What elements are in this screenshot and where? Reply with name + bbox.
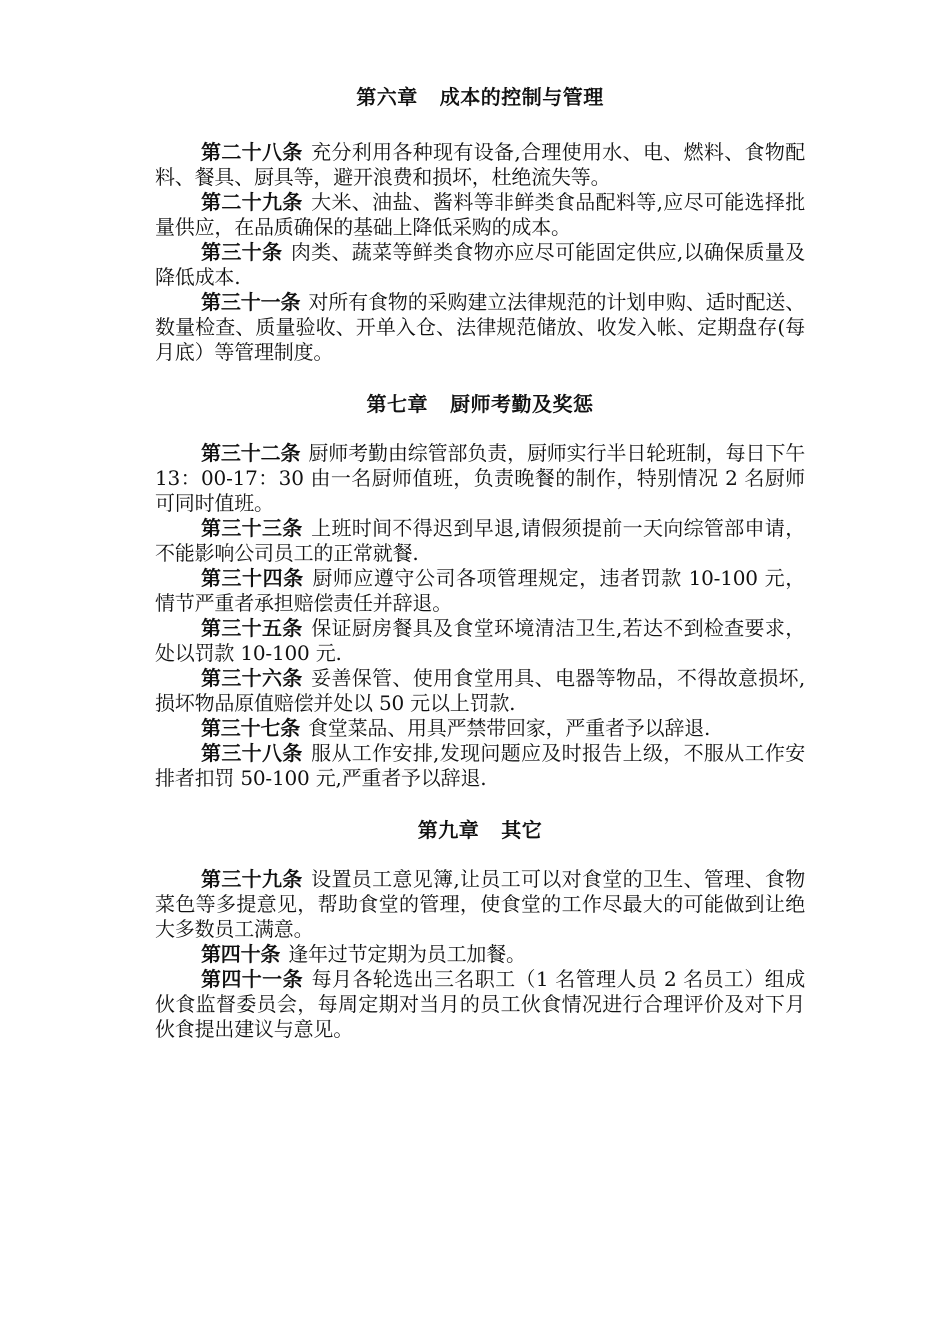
chapter-number: 第六章 — [356, 85, 418, 109]
article-text: 大米、油盐、酱料等非鲜类食品配料等,应尽可能选择批量供应，在品质确保的基础上降低采购的成本。 — [155, 190, 806, 239]
chapter-articles — [155, 441, 805, 791]
article — [155, 140, 805, 190]
article-label: 第二十八条 — [201, 140, 303, 164]
article — [155, 566, 805, 616]
article-label: 第二十九条 — [201, 190, 303, 214]
article-text: 充分利用各种现有设备,合理使用水、电、燃料、食物配料、餐具、厨具等，避开浪费和损坏，杜绝流失等。 — [155, 140, 806, 189]
article — [155, 666, 805, 716]
document-page — [155, 78, 805, 1042]
article-text: 服从工作安排,发现问题应及时报告上级，不服从工作安排者扣罚 50-100 元,严重者予以辞退. — [155, 741, 806, 790]
article-text: 每月各轮选出三名职工（1 名管理人员 2 名员工）组成伙食监督委员会，每周定期对当月的员工伙食情况进行合理评价及对下月伙食提出建议与意见。 — [155, 967, 806, 1041]
chapter-articles — [155, 140, 805, 365]
article — [155, 290, 805, 365]
article-text: 肉类、蔬菜等鲜类食物亦应尽可能固定供应,以确保质量及降低成本. — [155, 240, 805, 289]
article-text: 上班时间不得迟到早退,请假须提前一天向综管部申请，不能影响公司员工的正常就餐. — [155, 516, 806, 565]
article-label: 第三十三条 — [201, 516, 303, 540]
article-label: 第四十条 — [201, 942, 281, 966]
chapter-number: 第九章 — [417, 818, 480, 842]
article-text: 妥善保管、使用食堂用具、电器等物品，不得故意损坏,损坏物品原值赔偿并处以 50 元以上罚款. — [155, 666, 806, 715]
article — [155, 741, 805, 791]
article — [155, 616, 805, 666]
chapter-heading — [155, 815, 805, 845]
article — [155, 867, 805, 942]
article-label: 第三十条 — [201, 240, 283, 264]
article-text: 厨师应遵守公司各项管理规定，违者罚款 10-100 元，情节严重者承担赔偿责任并辞退。 — [155, 566, 806, 615]
chapter-title: 成本的控制与管理 — [439, 85, 604, 109]
article-label: 第三十六条 — [201, 666, 303, 690]
article — [155, 716, 805, 741]
article-label: 第三十九条 — [201, 867, 303, 891]
article — [155, 441, 805, 516]
chapter-articles — [155, 867, 805, 1042]
article — [155, 516, 805, 566]
article-text: 设置员工意见簿,让员工可以对食堂的卫生、管理、食物菜色等多提意见，帮助食堂的管理，使食堂的工作尽最大的可能做到让绝大多数员工满意。 — [155, 867, 806, 941]
article-label: 第三十七条 — [201, 716, 300, 740]
article-label: 第三十八条 — [201, 741, 303, 765]
article-label: 第三十一条 — [201, 290, 301, 314]
article-text: 保证厨房餐具及食堂环境清洁卫生,若达不到检查要求，处以罚款 10-100 元. — [155, 616, 806, 665]
article-label: 第三十四条 — [201, 566, 304, 590]
chapter-number: 第七章 — [366, 392, 428, 416]
article-label: 第四十一条 — [201, 967, 303, 991]
article — [155, 240, 805, 290]
article — [155, 942, 805, 967]
chapter-title: 厨师考勤及奖惩 — [450, 392, 594, 416]
article — [155, 190, 805, 240]
article-label: 第三十五条 — [201, 616, 303, 640]
chapter-title: 其它 — [501, 818, 543, 842]
chapter-heading — [155, 389, 805, 419]
article — [155, 967, 805, 1042]
chapter-heading — [155, 82, 805, 112]
article-text: 对所有食物的采购建立法律规范的计划申购、适时配送、数量检查、质量验收、开单入仓、法律规范储放、收发入帐、定期盘存(每月底）等管理制度。 — [155, 290, 806, 364]
article-text: 逢年过节定期为员工加餐。 — [288, 942, 526, 966]
article-label: 第三十二条 — [201, 441, 301, 465]
article-text: 食堂菜品、用具严禁带回家，严重者予以辞退. — [308, 716, 711, 740]
article-text: 厨师考勤由综管部负责，厨师实行半日轮班制，每日下午 13：00-17：30 由一名厨师值班，负责晚餐的制作，特别情况 2 名厨师可同时值班。 — [155, 441, 806, 515]
